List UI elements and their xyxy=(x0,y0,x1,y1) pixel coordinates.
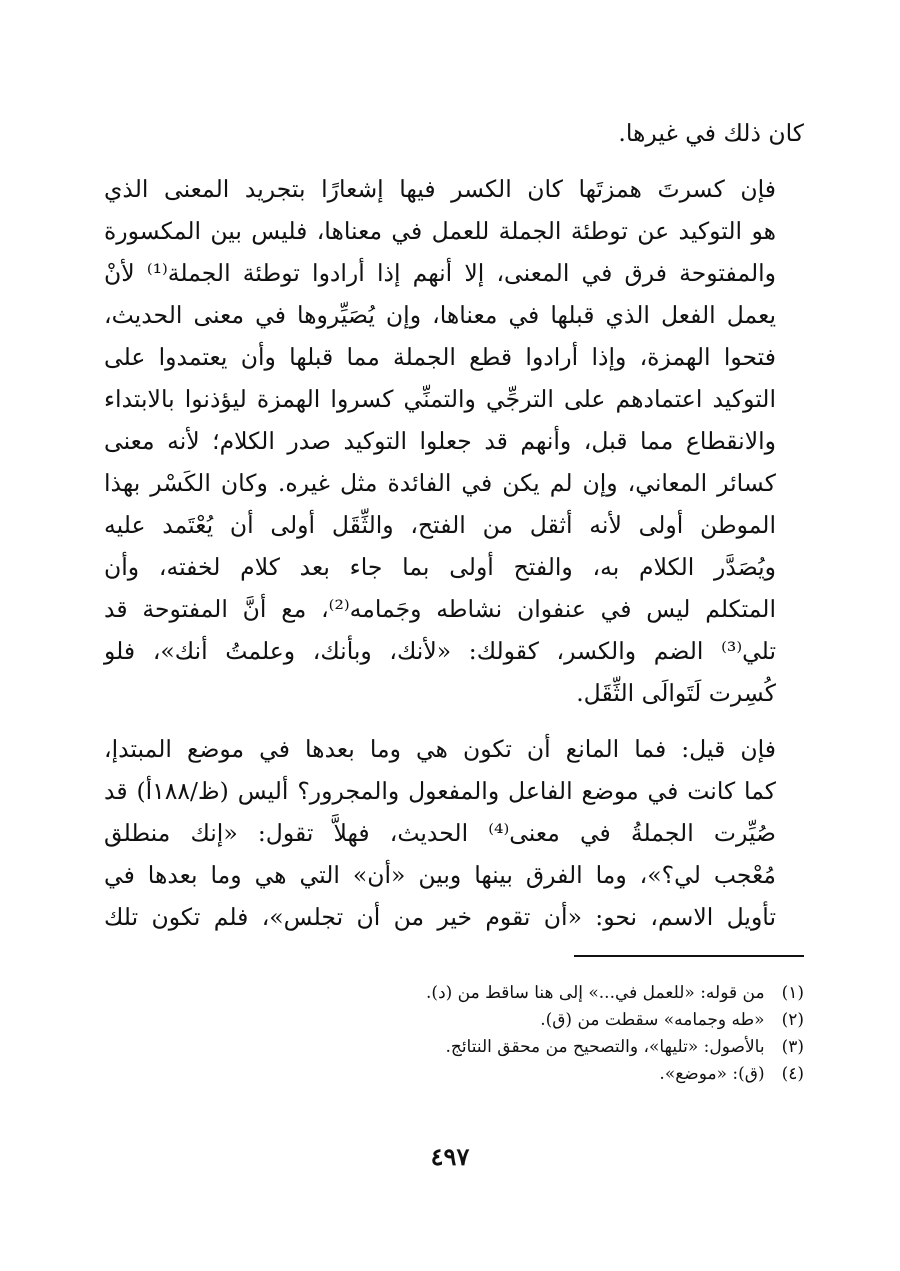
footnote-number: (٢) xyxy=(781,1010,804,1030)
text-line: والانقطاع مما قبل، وأنهم قد جعلوا التوكيد صدر الكلام؛ لأنه معنى xyxy=(104,427,776,455)
paragraph-3 xyxy=(104,728,804,938)
text-line: هو التوكيد عن توطئة الجملة للعمل في معناها، فليس بين المكسورة xyxy=(104,217,776,245)
footnote-item xyxy=(104,1061,804,1088)
text-line: فإن قيل: فما المانع أن تكون هي وما بعدها في موضع المبتدإ، xyxy=(104,735,776,763)
text-line: كُسِرت لَتَوالَى الثِّقَل. xyxy=(576,679,776,707)
page-number: ٤٩٧ xyxy=(430,1142,470,1171)
footnote-text: (ق): «موضع». xyxy=(659,1064,765,1084)
footnote-separator xyxy=(574,955,804,957)
footnote-text: بالأصول: «تليها»، والتصحيح من محقق النتائج. xyxy=(445,1037,765,1057)
text-line: ويُصَدَّر الكلام به، والفتح أولى بما جاء بعد كلام لخفته، وأن xyxy=(104,553,776,581)
footnote-number: (٣) xyxy=(781,1037,804,1057)
text-line: فإن كسرتَ همزتَها كان الكسر فيها إشعارًا بتجريد المعنى الذي xyxy=(104,175,776,203)
text-line: المتكلم ليس في عنفوان نشاطه وجَمامه⁽²⁾، مع أنَّ المفتوحة قد xyxy=(104,595,777,623)
paragraph-1 xyxy=(104,112,804,154)
footnote-text: «طه وجمامه» سقطت من (ق). xyxy=(540,1010,765,1030)
text-line: فتحوا الهمزة، وإذا أرادوا قطع الجملة مما قبلها وأن يعتمدوا على xyxy=(104,343,776,371)
text-line: صُيِّرت الجملةُ في معنى⁽⁴⁾ الحديث، فهلاَّ تقول: «إنك منطلق xyxy=(104,819,776,847)
text-line: التوكيد اعتمادهم على الترجِّي والتمنِّي كسروا الهمزة ليؤذنوا بالابتداء xyxy=(104,385,776,413)
footnote-item xyxy=(104,1007,804,1034)
text-line: تلي⁽³⁾ الضم والكسر، كقولك: «لأنك، وبأنك، وعلمتُ أنك»، فلو xyxy=(104,637,776,665)
footnote-item xyxy=(104,1034,804,1061)
footnote-item xyxy=(104,980,804,1007)
text-line: كان ذلك في غيرها. xyxy=(618,119,804,147)
text-line: الموطن أولى لأنه أثقل من الفتح، والثِّقَل أولى أن يُعْتَمد عليه xyxy=(104,511,776,539)
text-line: يعمل الفعل الذي قبلها في معناها، وإن يُصَيِّروها في معنى الحديث، xyxy=(104,301,776,329)
text-line: كما كانت في موضع الفاعل والمفعول والمجرور؟ أليس (ظ/١٨٨أ) قد xyxy=(104,777,776,805)
page-body xyxy=(104,112,804,938)
footnote-number: (٤) xyxy=(781,1064,804,1084)
text-line: والمفتوحة فرق في المعنى، إلا أنهم إذا أرادوا توطئة الجملة⁽¹⁾ لأنْ xyxy=(104,259,776,287)
text-line: مُعْجب لي؟»، وما الفرق بينها وبين «أن» التي هي وما بعدها في xyxy=(104,861,776,889)
footnote-text: من قوله: «للعمل في...» إلى هنا ساقط من (د). xyxy=(426,983,765,1003)
text-line: كسائر المعاني، وإن لم يكن في الفائدة مثل غيره. وكان الكَسْر بهذا xyxy=(104,469,776,497)
footnotes-list xyxy=(104,980,804,1088)
text-line: تأويل الاسم، نحو: «أن تقوم خير من أن تجلس»، فلم تكون تلك xyxy=(104,903,776,931)
paragraph-2 xyxy=(104,168,804,714)
footnote-number: (١) xyxy=(781,983,804,1003)
